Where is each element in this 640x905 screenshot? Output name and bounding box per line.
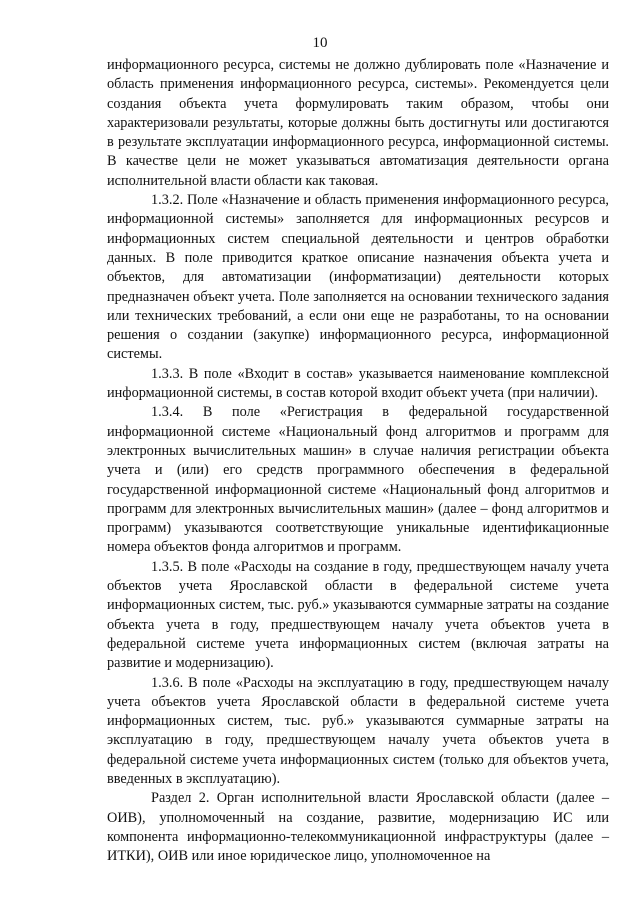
paragraph-1-3-3: 1.3.3. В поле «Входит в состав» указывается наименование комплексной информационной системы, в состав которой входит объект учета (при наличии). [107,365,609,402]
paragraph-continuation: информационного ресурса, системы не должно дублировать поле «Назначение и область применения информационного ресурса, системы». Рекомендуется цели создания объекта учета формулировать таким образом, чтобы они характеризовали результаты, которые должны быть достигнуты или достигаются в результате эксплуатации информационного ресурса, информационной системы. В качестве цели не может указываться автоматизация деятельности органа исполнительной власти области как таковая. [107,57,609,189]
paragraph-section-2: Раздел 2. Орган исполнительной власти Ярославской области (далее – ОИВ), уполномоченный на создание, развитие, модернизацию ИС или компонента информационно-телекоммуникационной инфраструктуры (далее – ИТКИ), ОИВ или иное юридическое лицо, уполномоченное на [107,790,609,865]
paragraph-1-3-5: 1.3.5. В поле «Расходы на создание в году, предшествующем началу учета объектов учета Ярославской области в федеральной системе учета информационных систем, тыс. руб.» указываются суммарные затраты на создание объекта учета в году, предшествующем началу учета объектов учета в федеральной системе учета информационных систем (включая затраты на развитие и модернизацию). [107,558,609,672]
paragraph-1-3-4: 1.3.4. В поле «Регистрация в федеральной государственной информационной системе «Национальный фонд алгоритмов и программ для электронных вычислительных машин» в случае наличия регистрации объекта учета и (или) его средств программного обеспечения в федеральной государственной информационной системе «Национальный фонд алгоритмов и программ для электронных вычислительных машин» (далее – фонд алгоритмов и программ) указываются соответствующие уникальные идентификационные номера объектов фонда алгоритмов и программ. [107,404,609,556]
paragraph-1-3-2: 1.3.2. Поле «Назначение и область применения информационного ресурса, информационной системы» заполняется для информационных ресурсов и информационных систем специальной деятельности и центров обработки данных. В поле приводится краткое описание назначения объекта учета и объектов, для автоматизации (информатизации) деятельности которых предназначен объект учета. Поле заполняется на основании технического задания или технических требований, а если они еще не разработаны, то на основании решения о создании (закупке) информационного ресурса, информационной системы. [107,192,609,363]
document-body [107,56,609,866]
paragraph-1-3-6: 1.3.6. В поле «Расходы на эксплуатацию в году, предшествующем началу учета объектов учета Ярославской области в федеральной системе учета информационных систем, тыс. руб.» указываются суммарные затраты на эксплуатацию в году, предшествующем началу учета объектов учета в федеральной системе учета информационных систем (только для объектов учета, введенных в эксплуатацию). [107,674,609,787]
page-number: 10 [312,35,328,51]
